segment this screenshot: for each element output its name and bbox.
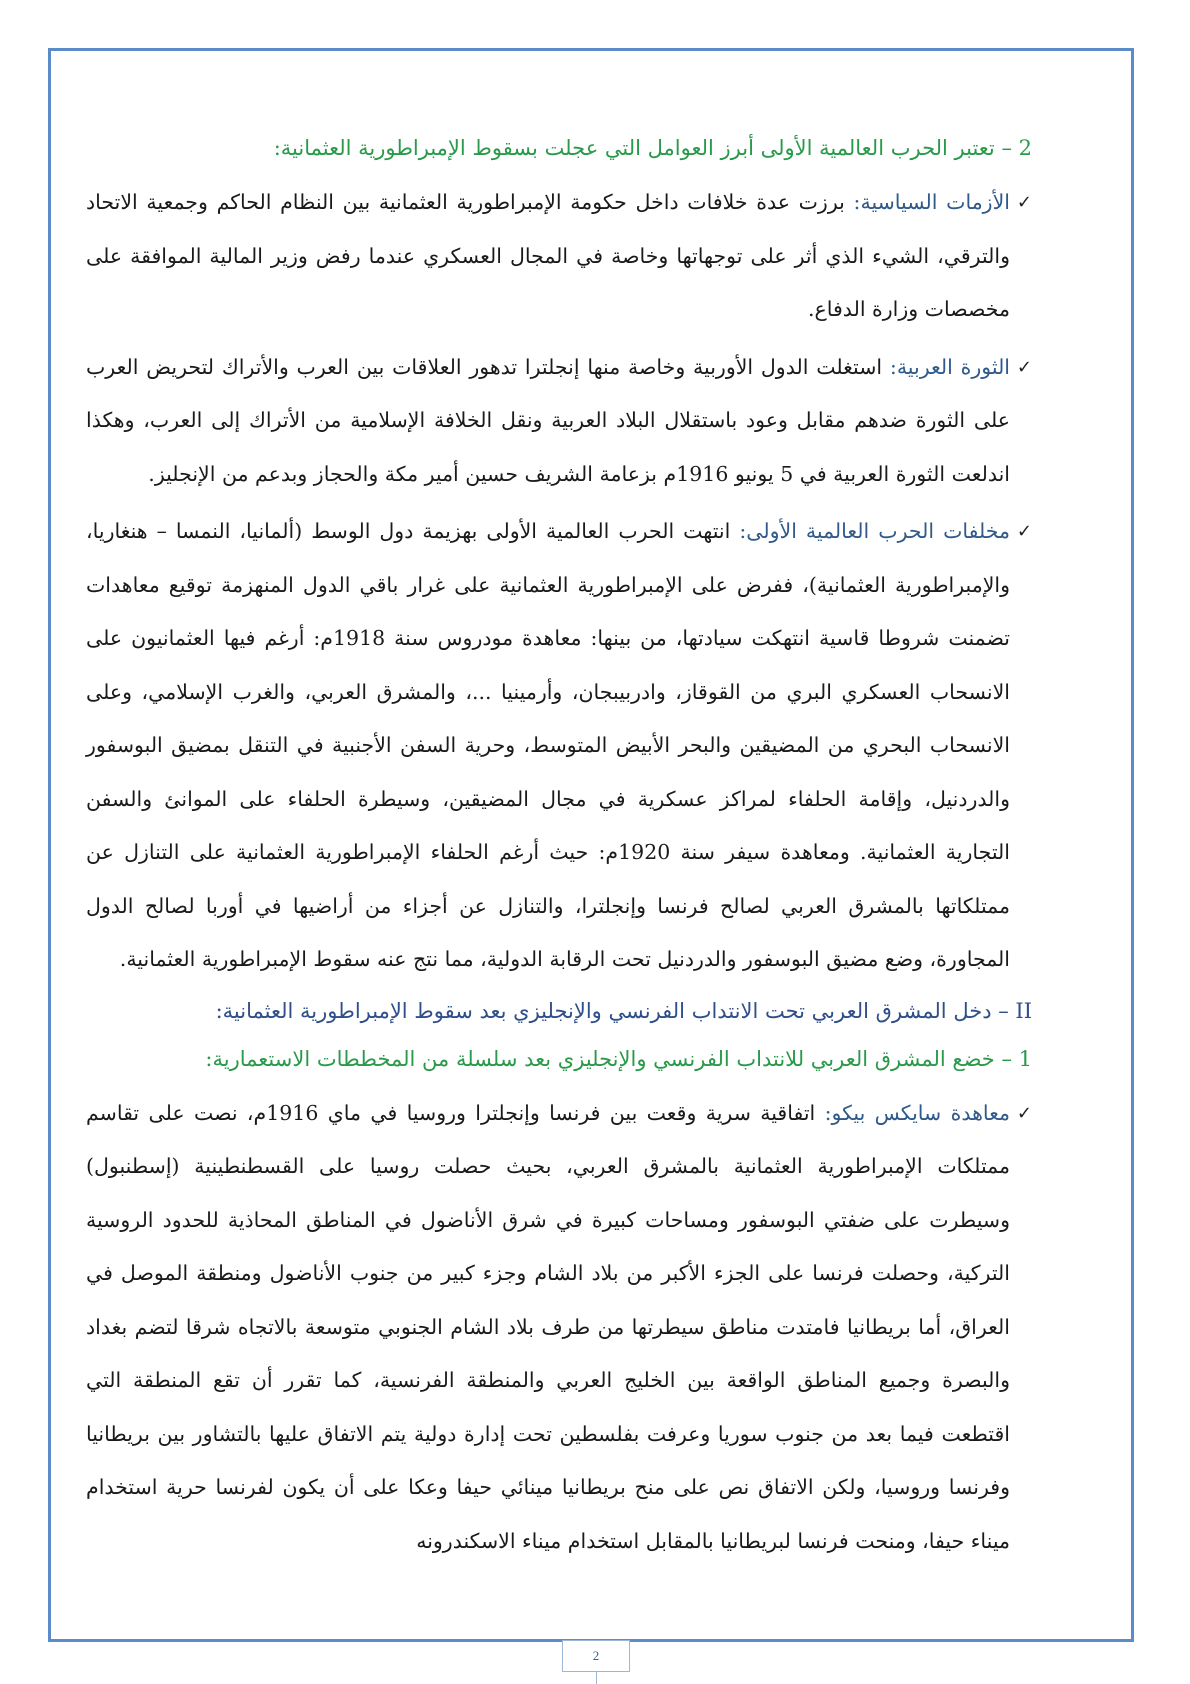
page-number-connector <box>596 1672 597 1684</box>
item-term: الثورة العربية: <box>889 354 1011 379</box>
item-term: مخلفات الحرب العالمية الأولى: <box>739 519 1010 543</box>
section-subheading-world-war: 2 – تعتبر الحرب العالمية الأولى أبرز العوامل التي عجلت بسقوط الإمبراطورية العثمانية: <box>273 136 1032 160</box>
check-mark-icon: ✓ <box>1016 356 1032 378</box>
document-body <box>86 128 1032 1572</box>
item-text: اتفاقية سرية وقعت بين فرنسا وإنجلترا وروسيا في ماي 1916م، نصت على تقاسم ممتلكات الإمبراطورية العثمانية بالمشرق العربي، بحيث حصلت روسيا على القسطنطينية (إسطنبول) وسيطرت على ضفتي البوسفور ومساحات كبيرة في شرق الأناضول في المناطق المحاذية للحدود الروسية التركية، وحصلت فرنسا على الجزء الأكبر من بلاد الشام وجزء كبير من جنوب الأناضول ومنطقة الموصل في العراق، أما بريطانيا فامتدت مناطق سيطرتها من طرف بلاد الشام الجنوبي متوسعة بالاتجاه شرقا لتضم بغداد والبصرة وجميع المناطق الواقعة بين الخليج العربي والمنطقة الفرنسية، كما تقرر أن تقع المنطقة التي اقتطعت فيما بعد من جنوب سوريا وعرفت بفلسطين تحت إدارة دولية يتم الاتفاق عليها بالتشاور بين بريطانيا وفرنسا وروسيا، ولكن الاتفاق نص على منح بريطانيا مينائي حيفا وعكا على أن يكون لفرنسا حرية استخدام ميناء حيفا، ومنحت فرنسا لبريطانيا بالمقابل استخدام ميناء الاسكندرونه <box>86 1100 1010 1553</box>
item-term: معاهدة سايكس بيكو: <box>824 1100 1011 1125</box>
check-mark-icon: ✓ <box>1016 1102 1032 1124</box>
list-item-sykes-picot <box>86 1087 1032 1569</box>
check-mark-icon: ✓ <box>1016 192 1032 213</box>
page-number: 2 <box>562 1640 630 1672</box>
list-item-arab-revolt <box>86 341 1032 502</box>
check-mark-icon: ✓ <box>1016 521 1032 542</box>
item-text: برزت عدة خلافات داخل حكومة الإمبراطورية العثمانية بين النظام الحاكم وجمعية الاتحاد والترقي، الشيء الذي أثر على توجهاتها وخاصة في المجال العسكري عندما رفض وزير المالية الموافقة على مخصصات وزارة الدفاع. <box>86 190 1010 321</box>
item-term: الأزمات السياسية: <box>853 190 1010 214</box>
list-item-ww1-aftermath <box>86 505 1032 987</box>
item-text: انتهت الحرب العالمية الأولى بهزيمة دول الوسط (ألمانيا، النمسا – هنغاريا، والإمبراطورية العثمانية)، ففرض على الإمبراطورية العثمانية على غرار باقي الدول المنهزمة توقيع معاهدات تضمنت شروطا قاسية انتهكت سيادتها، من بينها: معاهدة مودروس سنة 1918م: أرغم فيها العثمانيون على الانسحاب العسكري البري من القوقاز، وادربيبجان، وأرمينيا ...، والمشرق العربي، والغرب الإسلامي، وعلى الانسحاب البحري من المضيقين والبحر الأبيض المتوسط، وحرية السفن الأجنبية في التنقل بمضيق البوسفور والدردنيل، وإقامة الحلفاء لمراكز عسكرية في مجال المضيقين، وسيطرة الحلفاء على الموانئ والسفن التجارية العثمانية. ومعاهدة سيفر سنة 1920م: حيث أرغم الحلفاء الإمبراطورية العثمانية على التنازل عن ممتلكاتها بالمشرق العربي لصالح فرنسا وإنجلترا، والتنازل عن أجزاء من أراضيها في أوربا لصالح الدول المجاورة، وضع مضيق البوسفور والدردنيل تحت الرقابة الدولية، مما نتج عنه سقوط الإمبراطورية العثمانية. <box>86 519 1010 971</box>
item-text: استغلت الدول الأوربية وخاصة منها إنجلترا تدهور العلاقات بين العرب والأتراك لتحريض العرب على الثورة ضدهم مقابل وعود باستقلال البلاد العربية ونقل الخلافة الإسلامية من الأتراك إلى العرب، وهكذا اندلعت الثورة العربية في 5 يونيو 1916م بزعامة الشريف حسين أمير مكة والحجاز وبدعم من الإنجليز. <box>86 354 1010 486</box>
section-subheading-colonial-plans: 1 – خضع المشرق العربي للانتداب الفرنسي والإنجليزي بعد سلسلة من المخططات الاستعمارية: <box>205 1046 1032 1071</box>
section-heading-mandate: II – دخل المشرق العربي تحت الانتداب الفرنسي والإنجليزي بعد سقوط الإمبراطورية العثمانية: <box>215 998 1032 1023</box>
list-item-political-crises <box>86 176 1032 337</box>
